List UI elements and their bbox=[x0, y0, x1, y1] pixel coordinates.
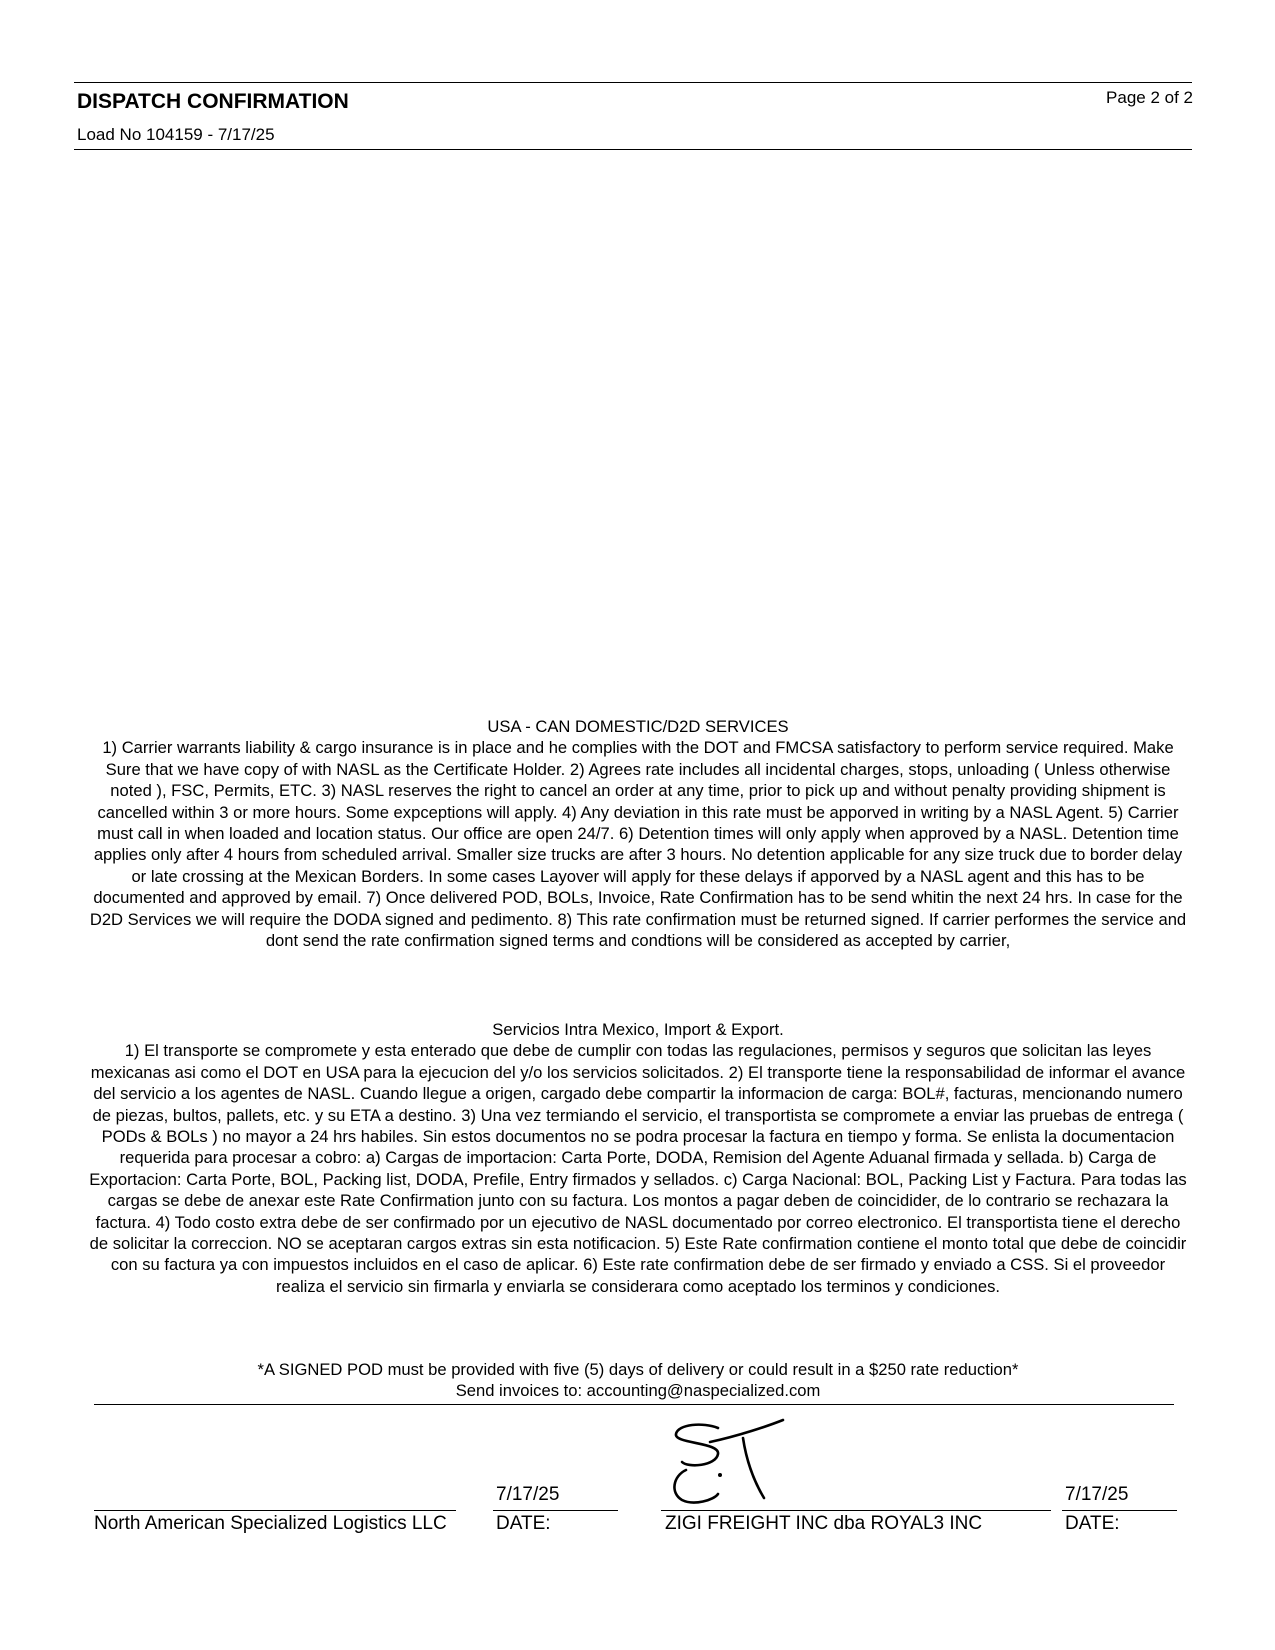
notice-rule bbox=[94, 1404, 1174, 1405]
date-line-left bbox=[493, 1510, 618, 1511]
load-number: Load No 104159 - 7/17/25 bbox=[77, 125, 275, 144]
right-date-label: DATE: bbox=[1065, 1513, 1120, 1534]
page-number: Page 2 of 2 bbox=[1106, 88, 1193, 107]
header-top-rule bbox=[74, 82, 1192, 83]
header-bottom-rule bbox=[74, 149, 1192, 150]
terms-usa bbox=[88, 716, 1188, 951]
invoice-email: Send invoices to: accounting@naspecialized.com bbox=[455, 1381, 821, 1401]
left-date-label: DATE: bbox=[496, 1513, 551, 1534]
right-date-value: 7/17/25 bbox=[1065, 1484, 1129, 1505]
carrier-signature bbox=[668, 1418, 818, 1508]
signature-line-right bbox=[661, 1510, 1051, 1511]
notices bbox=[88, 1359, 1188, 1402]
date-line-right bbox=[1062, 1510, 1177, 1511]
left-party-name: North American Specialized Logistics LLC bbox=[94, 1513, 447, 1534]
pod-notice: *A SIGNED POD must be provided with five (5) days of delivery or could result in a $250 rate reduction* bbox=[257, 1360, 1019, 1379]
terms-mexico-heading: Servicios Intra Mexico, Import & Export. bbox=[492, 1020, 784, 1039]
terms-usa-body: 1) Carrier warrants liability & cargo insurance is in place and he complies with the DOT and FMCSA satisfactory to perform service required. Make Sure that we have copy of with NASL as the Certificate Holder. 2) Agrees rate includes all incidental charges, stops, unloading ( Unless otherwise noted ), FSC, Permits, ETC. 3) NASL reserves the right to cancel an order at any time, prior to pick up and without penalty providing shipment is cancelled within 3 or more hours. Some expceptions will apply. 4) Any deviation in this rate must be apporved in writing by a NASL Agent. 5) Carrier must call in when loaded and location status. Our office are open 24/7. 6) Detention times will only apply when approved by a NASL. Detention time applies only after 4 hours from scheduled arrival. Smaller size trucks are after 3 hours. No detention applicable for any size truck due to border delay or late crossing at the Mexican Borders. In some cases Layover will apply for these delays if apporved by a NASL agent and this has to be documented and approved by email. 7) Once delivered POD, BOLs, Invoice, Rate Confirmation has to be send whitin the next 24 hrs. In case for the D2D Services we will require the DODA signed and pedimento. 8) This rate confirmation must be returned signed. If carrier performes the service and dont send the rate confirmation signed terms and condtions will be considered as accepted by carrier, bbox=[89, 738, 1187, 951]
signature-line-left bbox=[94, 1510, 456, 1511]
document-title: DISPATCH CONFIRMATION bbox=[77, 90, 349, 113]
terms-mexico bbox=[88, 1019, 1188, 1297]
left-date-value: 7/17/25 bbox=[496, 1484, 560, 1505]
right-party-name: ZIGI FREIGHT INC dba ROYAL3 INC bbox=[665, 1513, 983, 1534]
terms-mexico-body: 1) El transporte se compromete y esta enterado que debe de cumplir con todas las regulaciones, permisos y seguros que solicitan las leyes mexicanas asi como el DOT en USA para la ejecucion del y/o los servicios solicitados. 2) El transporte tiene la responsabilidad de informar el avance del servicio a los agentes de NASL. Cuando llegue a origen, cargado debe compartir la informacion de carga: BOL#, facturas, mencionando numero de piezas, bultos, pallets, etc. y su ETA a destino. 3) Una vez termiando el servicio, el transportista se compromete a enviar las pruebas de entrega ( PODs & BOLs ) no mayor a 24 hrs habiles. Sin estos documentos no se podra procesar la factura en tiempo y forma. Se enlista la documentacion requerida para procesar a cobro: a) Cargas de importacion: Carta Porte, DODA, Remision del Agente Aduanal firmada y sellada. b) Carga de Exportacion: Carta Porte, BOL, Packing list, DODA, Prefile, Entry firmados y sellados. c) Carga Nacional: BOL, Packing List y Factura. Para todas las cargas se debe de anexar este Rate Confirmation junto con su factura. Los montos a pagar deben de coincidider, de lo contrario se rechazara la factura. 4) Todo costo extra debe de ser confirmado por un ejecutivo de NASL documentado por correo electronico. El transportista tiene el derecho de solicitar la correccion. NO se aceptaran cargos extras sin esta notificacion. 5) Este Rate confirmation contiene el monto total que debe de coincidir con su factura ya con impuestos incluidos en el caso de aplicar. 6) Este rate confirmation debe de ser firmado y enviado a CSS. Si el proveedor realiza el servicio sin firmarla y enviarla se considerara como aceptado los terminos y condiciones. bbox=[89, 1041, 1187, 1296]
terms-usa-heading: USA - CAN DOMESTIC/D2D SERVICES bbox=[487, 717, 789, 736]
